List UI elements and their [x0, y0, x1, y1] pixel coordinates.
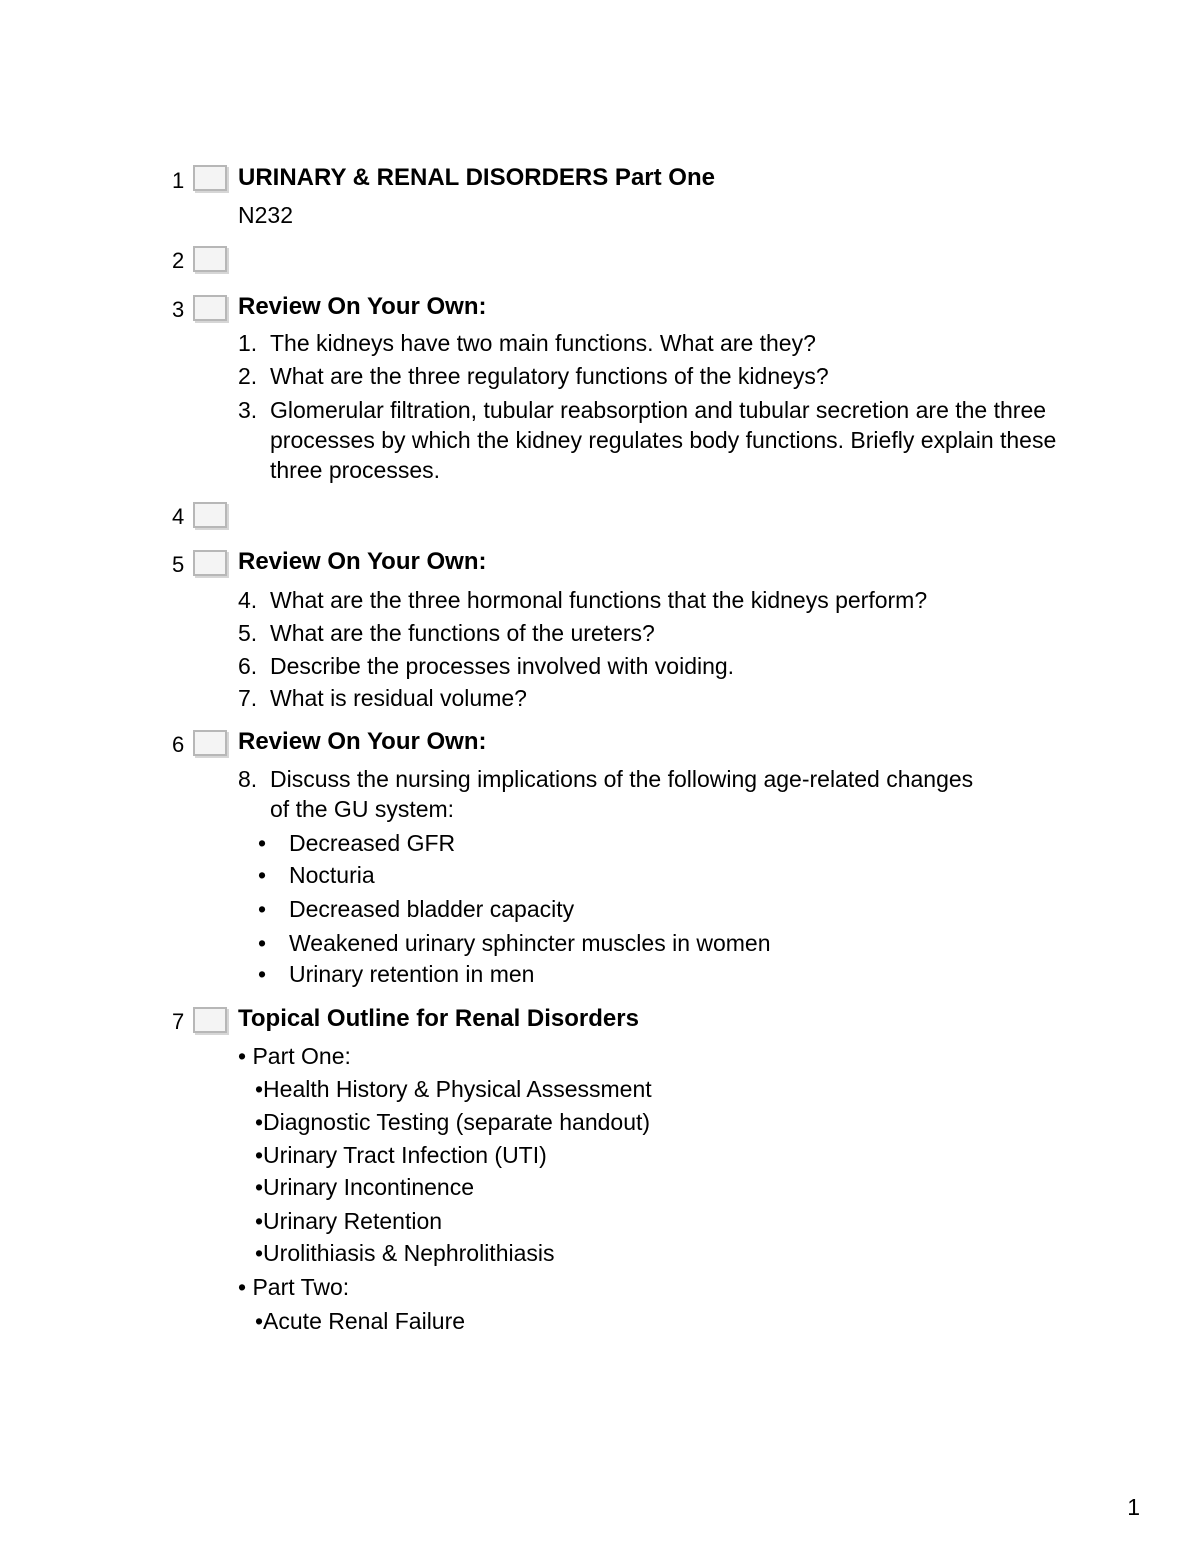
slide-title: URINARY & RENAL DISORDERS Part One: [238, 164, 715, 191]
bullet-text: Weakened urinary sphincter muscles in women: [289, 930, 771, 956]
question-text: Glomerular filtration, tubular reabsorption and tubular secretion are the three processes by which the kidney regulates body functions. Briefly explain these three processes.: [270, 397, 1057, 483]
question-text: Discuss the nursing implications of the following age-related changes of the GU system:: [270, 766, 974, 822]
slide-number: 6: [172, 732, 185, 757]
question-number: 6.: [238, 653, 258, 679]
question-text: What is residual volume?: [270, 685, 527, 711]
bullet-item: • Urinary retention in men: [258, 961, 535, 987]
bullet-item: • Nocturia: [258, 862, 375, 888]
question-item: [238, 764, 974, 822]
bullet-text: Decreased bladder capacity: [289, 896, 575, 922]
slide-number: 5: [172, 552, 185, 577]
slide-thumbnail-placeholder: [193, 730, 227, 756]
bullet-item: • Decreased GFR: [258, 830, 456, 856]
slide-thumbnail-placeholder: [193, 550, 227, 576]
outline-item: • Part Two:: [238, 1274, 350, 1300]
question-item: [238, 328, 816, 358]
slide-number: 4: [172, 504, 185, 529]
bullet-text: Decreased GFR: [289, 830, 456, 856]
outline-subitem: •Health History & Physical Assessment: [255, 1076, 652, 1102]
outline-subitem: •Acute Renal Failure: [255, 1308, 466, 1334]
question-number: 2.: [238, 363, 258, 389]
question-number: 3.: [238, 397, 258, 423]
bullet-item: • Weakened urinary sphincter muscles in women: [258, 930, 771, 956]
question-text: What are the functions of the ureters?: [270, 620, 655, 646]
question-number: 7.: [238, 685, 258, 711]
question-item: [238, 618, 655, 648]
slide-thumbnail-placeholder: [193, 295, 227, 321]
question-text: The kidneys have two main functions. What are they?: [270, 330, 816, 356]
outline-subitem: •Urinary Retention: [255, 1208, 443, 1234]
slide-number: 1: [172, 168, 185, 193]
question-number: 8.: [238, 766, 258, 792]
question-number: 5.: [238, 620, 258, 646]
question-number: 1.: [238, 330, 258, 356]
slide-title: Review On Your Own:: [238, 293, 487, 320]
slide-thumbnail-placeholder: [193, 502, 227, 528]
question-text: What are the three regulatory functions of the kidneys?: [270, 363, 829, 389]
bullet-item: • Decreased bladder capacity: [258, 896, 575, 922]
question-item: [238, 683, 527, 713]
slide-thumbnail-placeholder: [193, 1007, 227, 1033]
question-item: [238, 651, 735, 681]
question-text: What are the three hormonal functions that the kidneys perform?: [270, 587, 928, 613]
course-code: N232: [238, 202, 293, 228]
question-item: [238, 361, 829, 391]
question-item: [238, 395, 1057, 483]
outline-item: • Part One:: [238, 1043, 351, 1069]
outline-subitem: •Urolithiasis & Nephrolithiasis: [255, 1240, 555, 1266]
question-item: [238, 585, 928, 615]
outline-subitem: •Urinary Incontinence: [255, 1174, 474, 1200]
outline-subitem: •Urinary Tract Infection (UTI): [255, 1142, 547, 1168]
page-number: 1: [1127, 1494, 1140, 1520]
slide-title: Review On Your Own:: [238, 728, 487, 755]
slide-title: Review On Your Own:: [238, 548, 487, 575]
slide-thumbnail-placeholder: [193, 165, 227, 191]
question-text: Describe the processes involved with voiding.: [270, 653, 735, 679]
slide-number: 3: [172, 297, 185, 322]
slide-number: 2: [172, 248, 185, 273]
slide-thumbnail-placeholder: [193, 246, 227, 272]
bullet-text: Urinary retention in men: [289, 961, 535, 987]
slide-number: 7: [172, 1009, 185, 1034]
outline-subitem: •Diagnostic Testing (separate handout): [255, 1109, 651, 1135]
slide-title: Topical Outline for Renal Disorders: [238, 1005, 639, 1032]
bullet-text: Nocturia: [289, 862, 375, 888]
question-number: 4.: [238, 587, 258, 613]
